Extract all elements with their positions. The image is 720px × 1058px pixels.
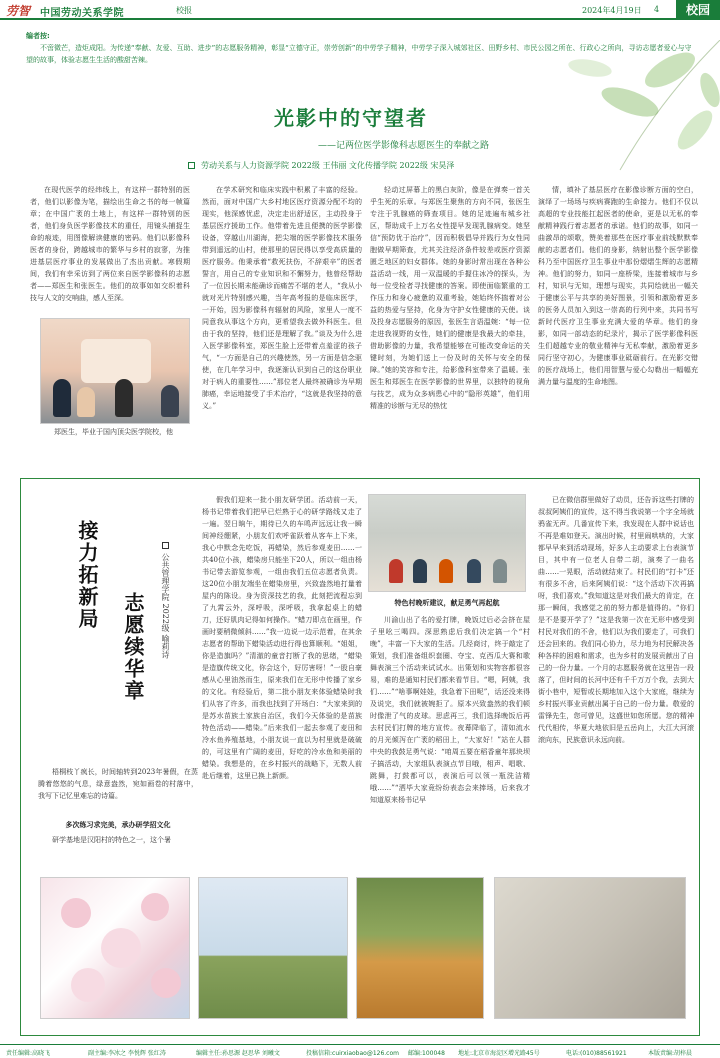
article2-column-2 bbox=[202, 494, 362, 868]
children-photo-caption: 特色村晚听建议，献足勇气再起航 bbox=[394, 598, 500, 607]
photo-child bbox=[439, 559, 453, 583]
footer-address: 地址:北京市海淀区增光路45号 bbox=[458, 1050, 540, 1057]
photo-person bbox=[53, 379, 71, 417]
article2-title-line2: 志愿续华章 bbox=[121, 592, 145, 702]
village-path-photo bbox=[356, 877, 484, 1019]
photo-child bbox=[493, 559, 507, 583]
blossom-shape bbox=[61, 898, 91, 928]
article-subtitle: ——记两位医学影像科志愿医生的奉献之路 bbox=[318, 141, 490, 151]
blossom-shape bbox=[71, 968, 105, 1002]
article2-title-line1: 接力拓新局 bbox=[75, 520, 99, 630]
article1-col2-text: 在学术研究和临床实践中积累了丰富的经验。然而，面对中国广大乡村地区医疗资源分配不均的现实，他深感忧虑，决定走出舒适区，主动投身于基层医疗援助工作。他带着先进且便携的医学影像设备，穿越山川湖海，把尖端的医学影像技术服务带到遥远的山村，使那里的居民得以享受高质量的医疗服务。他秉承着“救死扶伤，不辞艰辛”的医者誓言，用自己的专业知识和不懈努力，他曾经帮助了一位因长期未能确诊而痛苦不堪的老人，“我从小就对光片特别感兴趣，当年高考报的是临床医学，一开始，因为影像科有辐射的风险，家里人一度不同意我从事这个方向，更希望我去做外科医生。但由于我的坚持，他们还是理解了我。”谈及为什么进入医学影像科室，郑医生脸上还带着点羞涩的孩子气，“一方面是自己的兴趣使然，另一方面是信念驱使，在几年学习中，我逐渐认识到自己的这份职业对于病人的重要性……”那位老人最终被确诊为早期肺癌，幸运地接受了手术治疗，“这就是我坚持的意义。” bbox=[202, 186, 362, 410]
article-title: 光影中的守望者 bbox=[274, 106, 428, 130]
article1-col1-text: 在现代医学的经纬线上，有这样一群特别的医者，他们以影像为笔，描绘出生命之书的每一帧篇章；在中国广袤的土地上，有这样一群特别的医者，他们身负医学影像技术的重任，用镜头捕捉生命的痕迹，用图像解读健康的密码。他们以影像科医者的身份，跨越城市的繁华与乡村的寂寥，为推进基层医疗事业的发展做出了杰出贡献。寒假期间，我们有幸采访到了两位来自医学影像科的志愿者——郑医生和张医生。他们的故事如如交织着科技与人文的交响曲，感人至深。 bbox=[30, 186, 190, 302]
article2-column-3 bbox=[370, 614, 530, 868]
edition-label: 校报 bbox=[176, 6, 192, 15]
article1-col4-text: 情，填补了基层医疗在影像诊断方面的空白，演绎了一场场与疾病赛跑的生命接力。他们不仅以高超的专业技能扛起医者的使命，更是以无私的奉献精神践行着志愿者的承诺。他们的故事，如同一曲激昂的颂歌，赞美着那些在医疗事业前线默默奉献的志愿者们。他们的身影，纳射出整个医学影像科乃至中国医疗卫生事业中那份熠熠生辉的志愿精神。他们的努力，如同一座桥梁，连接着城市与乡村，知识与无知，理想与现实，共同绘就出一幅关于健康公平与共享的美好图景，引领和激励着更多的医务人员加入到这一崇高的行列中来，共同书写新时代医疗卫生事业充满大爱的华章。他们的身影，如同一部动态的纪录片，揭示了医学影像科医生们超越专业的敬业精神与无私奉献，激励着更多同行坚守初心，为健康事业砥砺前行。在光影交错的医疗战场上，他们用智慧与爱心勾勒出一幅幅充满力量与温度的生命地图。 bbox=[538, 186, 698, 386]
photo-child bbox=[413, 559, 427, 583]
article2-byline-text: 公共管理学院 2022级 喻莉诗 bbox=[161, 553, 170, 659]
article2-col1-text: 研学基地是汉阳村的特色之一，这个暑 bbox=[52, 836, 171, 844]
blossom-shape bbox=[141, 893, 169, 921]
masthead bbox=[0, 0, 720, 20]
article1-column-1 bbox=[30, 184, 190, 316]
footer-page-editor: 本版责编:胡梓晨 bbox=[648, 1050, 693, 1057]
article2-section-head: 多次练习求完美，承办研学招文化 bbox=[65, 820, 171, 829]
leaves-decoration bbox=[470, 40, 720, 180]
article2-col3-text: 川渝山出了名的爱打牌，晚饭过后必会挤在屋子里吆三喝四。深思熟虑后我们决定搞一个“村晚”，丰富一下大家的生活。几经商讨，终于敲定了策划，我们准备组织套圈、夺宝、克西瓜大赛和歌舞表演三个活动来试试水。出策划和实物容都很容易，难的是通知村民们都来看节目。“嗯，阿姨，我们……”“啥事啊娃娃，我急着下田呢”，话还没来得及说完，我们就被婉拒了。原本兴致盎然的我们顿时像泄了气的皮球。思虑再三，我们选择晚饭后再去村民们打牌的地方宣传。夜幕降临了，清如流水的月光倾泻在广袤的稻田上，“大家好！”站在人群中央的我鼓足勇气说：“咱周五要在稻香童年那块坝子搞活动，大家组队表演点节目哦，相声、唱歌、跳舞，打鼓都可以，表演后可以领一瓶洗洁精哦……”“洒毕大家竟纷纷表态会来捧场，后来我才知道原来杨书记早 bbox=[370, 616, 530, 804]
article2-intro-text: 梧桐枝丫疯长，时间轴转到2023年暑假，在蒸腾着悠悠的气息，绿意盎然，宛如画卷的村落中，我写下记忆里难忘的诗篇。 bbox=[38, 768, 198, 800]
cherry-blossom-photo bbox=[40, 877, 190, 1019]
article1-column-4 bbox=[538, 184, 698, 436]
issue-date: 2024年4月19日 bbox=[582, 6, 642, 15]
footer-phone: 电话:(010)88561921 bbox=[566, 1050, 627, 1057]
children-photo bbox=[368, 494, 526, 592]
article2-intro bbox=[38, 766, 198, 816]
article2-byline bbox=[158, 542, 172, 658]
doctor-photo bbox=[40, 318, 190, 424]
editor-note-label: 编者按: bbox=[26, 32, 50, 40]
footer-editor: 责任编辑:高晓飞 bbox=[6, 1050, 51, 1057]
footer-postcode: 邮编:100048 bbox=[408, 1050, 445, 1057]
article2-col2-text: 假我们迎来一批小朋友研学团。活动前一天，杨书记带着我们把早已烂熟于心的研学路线又走了一遍。翌日晌午，期待已久的车鸣声远远让我一瞬间神经绷紧，小朋友们欢呼雀跃着从客车上下来，我心中默念先吃饭，再蜡染，然后参观麦田……一共40位小孩，蜡染房只能坐下20人，所以一组由杨书记带去游览参观，一组由我们五位志愿者负责。这20位小朋友端坐在蜡染房里，兴致盎然地打量着屋内的陈设。身为资深技艺的我，此刻把流程忘到了九霄云外，深呼吸，深呼吸，我拿起桌上的蜡刀，还好肌肉记得如何操作。“蜡刀即点在画里，作画时要稍微倾斜……”我一边说一边示范着，在其余志愿者的帮助下蜡染活动进行得也算顺利。“姐姐，你是造旗吗？”清澈的童音打断了我的思绪，“蜡染是造旗传统文化，你会这个，好厉害呀！”一股自豪感从心里油然而生，原来我们在无形中传播了家乡的文化。有经验后，第二批小朋友来体验蜡染时我们从容了许多，而我也找到了开场白：“大家来到的是苏水苗族土家族自治区，我们今天体验的是苗族特色活动——蜡染。”后来我们一起去参观了麦田和冷水鱼养殖基地，小朋友说一直以为村里就是破破的，可这里有广阔的麦田，好吃的冷水鱼和美丽的蜡染。我想是的，在乡村振兴的战略下，无数人前赴后继着，这里已换上新颜。 bbox=[202, 496, 362, 780]
footer-email: 投稿信箱:cuirxiaobao@126.com bbox=[306, 1050, 399, 1057]
byline-square-icon bbox=[188, 162, 195, 169]
article1-column-2 bbox=[202, 184, 362, 436]
article2-column-4 bbox=[538, 494, 694, 868]
footer-checker: 编辑主任:孙思源 赵思华 刘曦文 bbox=[196, 1050, 280, 1057]
editor-note-body: 不啻微芒，造炬成阳。为传递“奉献、友爱、互助、进步”的志愿服务精神，彰显“立德守正，崇劳创新”的中劳学子精神，中劳学子深入城郊社区、田野乡村、市民公园之所在、行政心之所向，寻访志愿者爱心与守望的故事，体验志愿生生活的酸甜苦辣。 bbox=[26, 44, 692, 64]
article1-col3-text: 轻动过屏幕上的黑白灰阶，像是在弹奏一首关乎生死的乐章。与郑医生聚焦的方向不同，张医生专注于乳腺癌的筛查项目。她的足迹遍布城乡社区，帮助成千上万名女性提早发现乳腺病变。她坚信“预防优于治疗”，因而积极倡导并践行为女性同胞做早期筛查，尤其关注经济条件较差或医疗资源匮乏地区的妇女群体。她的身影时常出现在各种公益活动一线，用一双温暖的手握住冰冷的探头，为每一位受检者寻找健康的答案。即使面临繁重的工作压力和身心疲惫的双重考验，她始终怀揣着对公益的热爱与坚持，化身为守护女性健康的天使。谈及投身志愿服务的原因，张医生言语温婉：“每一位走进我视野的女性，她们的健康是我最大的牵挂，借助影像的力量，我希望能够在可能改变命运的关键时刻，为她们送上一份及时的关怀与安全的保障。”她的笑容和专注，给影像科室带来了温暖。张医生和郑医生在医学影像的世界里，以独特的视角与技艺，成为众多病患心中的“隐形英雄”，他们用精准的诊断与无尽的热忱 bbox=[370, 186, 530, 410]
article1-column-3 bbox=[370, 184, 530, 436]
photo-child bbox=[467, 559, 481, 583]
section-badge: 校园 bbox=[676, 0, 720, 20]
blossom-shape bbox=[151, 968, 181, 998]
footer-deputy: 副主编:李冰之 李悦辉 张红涛 bbox=[88, 1050, 166, 1057]
footer bbox=[0, 1044, 720, 1058]
article-byline bbox=[188, 160, 454, 171]
page-number: 4 bbox=[654, 5, 660, 14]
article2-col4-text: 已在微信群里做好了动员，还告诉这些打牌的叔叔阿姨们的宣传，这不得当我说第一个字全场就鸦雀无声。几番宣传下来，我发现在人群中说话也不再是难如登天。演出时候，村里闹哄哄的，大家都早早来到活动现场，好多人主动要求上台表演节目，其中有一位老人自带二胡，演奏了一曲名曲……一晃眼，活动就结束了。村民们的“打卡”还有很多不舍，后来阿姨们说：“这个活动下次再搞呀，我们喜欢。”我知道这是对我们最大的肯定，在那一瞬间，我感觉之前的努力都是值得的。“你们是不是要开学了？”这是我第一次在无形中感受到村民对我们的不舍，他们以为我们要走了，可我们还会回来的。我们同心协力，尽力地为村民解决各种各样的困难和需求，也为乡村的发展贡献出了自己的一份力量。一个月的志愿服务就在这里告一段落了，但时间的长河中还有千千万万个我，去到大街小巷中，短暂或长期地加入这个大家庭，继续为乡村振兴事业贡献出属于自己的一份力量。敬爱的雷锋先生，您可曾见，这盛世如您所愿。您的精神代代相传，华夏大地依旧是五岳向上，大江大河滚滚向东，民族意识永远向前。 bbox=[538, 496, 694, 744]
masthead-logo: 劳智 bbox=[6, 4, 31, 18]
photo-person bbox=[161, 385, 179, 417]
paper-name: 中国劳动关系学院 bbox=[40, 8, 124, 19]
byline-square-icon bbox=[162, 542, 169, 549]
byline-text: 劳动关系与人力资源学院 2022级 王伟丽 文化传播学院 2022级 宋昊泽 bbox=[201, 161, 455, 170]
doctor-photo-caption: 郑医生，毕业于国内顶尖医学院校，他 bbox=[54, 428, 173, 436]
photo-backdrop bbox=[81, 339, 151, 383]
blossom-shape bbox=[101, 928, 141, 968]
article2-column-1 bbox=[38, 834, 198, 848]
field-photo bbox=[198, 877, 348, 1019]
wall-painting-photo bbox=[494, 877, 686, 1019]
photo-child bbox=[389, 559, 403, 583]
photo-person bbox=[115, 379, 133, 417]
photo-person bbox=[77, 387, 95, 417]
